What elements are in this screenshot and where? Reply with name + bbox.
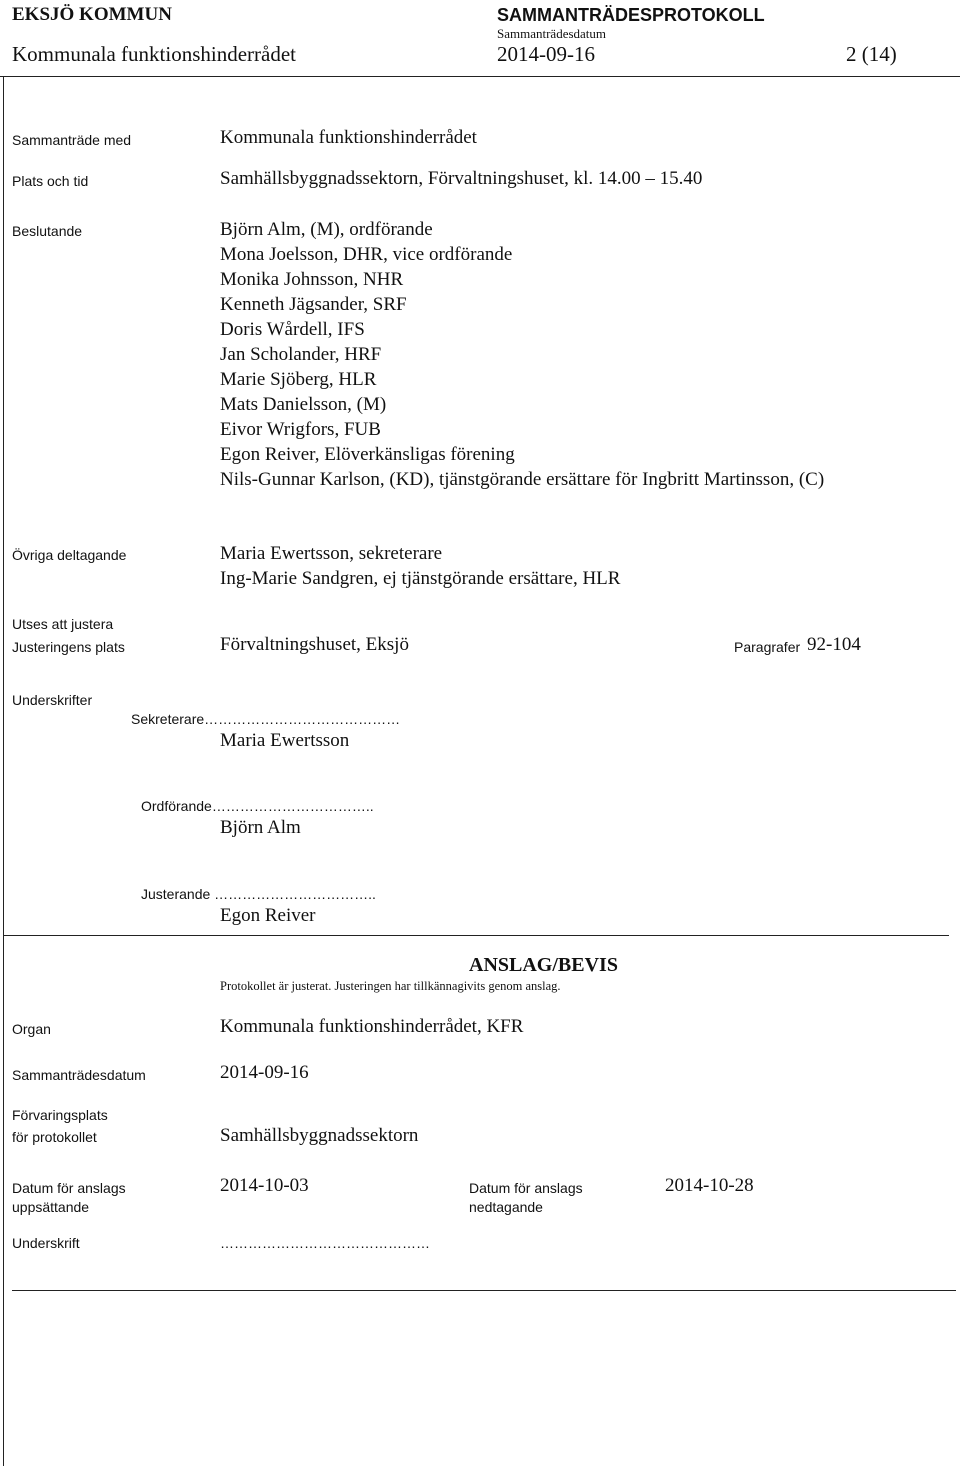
- header-date: 2014-09-16: [497, 42, 595, 66]
- storage-value: Samhällsbyggnadssektorn: [220, 1125, 419, 1146]
- deciding-member: Kenneth Jägsander, SRF: [220, 294, 407, 315]
- removed-label-1: Datum för anslags: [469, 1180, 583, 1196]
- header-rule: [0, 76, 960, 77]
- organ-label: Organ: [12, 1021, 51, 1037]
- notice-subtitle: Protokollet är justerat. Justeringen har tillkännagivits genom anslag.: [220, 979, 561, 993]
- organ-value: Kommunala funktionshinderrådet, KFR: [220, 1016, 524, 1037]
- municipality-name: EKSJÖ KOMMUN: [12, 4, 172, 25]
- adjuster-name: Egon Reiver: [220, 905, 316, 926]
- deciding-member: Marie Sjöberg, HLR: [220, 369, 377, 390]
- storage-label-2: för protokollet: [12, 1129, 97, 1145]
- others-label: Övriga deltagande: [12, 547, 127, 563]
- place-time-label: Plats och tid: [12, 173, 89, 189]
- notice-title: ANSLAG/BEVIS: [469, 954, 618, 976]
- chair-name: Björn Alm: [220, 817, 301, 838]
- deciding-member: Nils-Gunnar Karlson, (KD), tjänstgörande ersättare för Ingbritt Martinsson, (C): [220, 469, 825, 490]
- notice-separator: [3, 935, 949, 936]
- bottom-rule: [12, 1290, 956, 1291]
- deciding-member: Björn Alm, (M), ordförande: [220, 219, 433, 240]
- deciding-member: Jan Scholander, HRF: [220, 344, 382, 365]
- deciding-list: [220, 217, 824, 492]
- deciding-member: Egon Reiver, Elöverkänsligas förening: [220, 444, 515, 465]
- adjuster-signature-line: Justerande ……………………………..: [141, 886, 376, 902]
- meeting-with-value: Kommunala funktionshinderrådet: [220, 127, 477, 148]
- adjust-place-value: Förvaltningshuset, Eksjö: [220, 634, 409, 655]
- meeting-date-value: 2014-09-16: [220, 1062, 309, 1083]
- others-list: [220, 541, 620, 591]
- adjuster-label: Utses att justera: [12, 616, 114, 632]
- posted-date: 2014-10-03: [220, 1175, 309, 1196]
- adjust-place-label: Justeringens plats: [12, 639, 125, 655]
- secretary-signature-line: Sekreterare……………………………………: [131, 711, 401, 727]
- posted-label-1: Datum för anslags: [12, 1180, 126, 1196]
- meeting-date-label: Sammanträdesdatum: [12, 1067, 146, 1083]
- deciding-member: Eivor Wrigfors, FUB: [220, 419, 381, 440]
- signatures-label: Underskrifter: [12, 692, 93, 708]
- document-type: SAMMANTRÄDESPROTOKOLL: [497, 5, 765, 25]
- secretary-name: Maria Ewertsson: [220, 730, 350, 751]
- storage-label-1: Förvaringsplats: [12, 1107, 108, 1123]
- signature-line: ………………………………………: [220, 1235, 430, 1251]
- signature-label: Underskrift: [12, 1235, 80, 1251]
- deciding-member: Mats Danielsson, (M): [220, 394, 387, 415]
- removed-label-2: nedtagande: [469, 1199, 543, 1215]
- deciding-member: Monika Johnsson, NHR: [220, 269, 404, 290]
- date-caption: Sammanträdesdatum: [497, 26, 607, 41]
- other-participant: Maria Ewertsson, sekreterare: [220, 543, 443, 564]
- removed-date: 2014-10-28: [665, 1175, 754, 1196]
- left-border: [3, 76, 4, 1466]
- deciding-member: Doris Wårdell, IFS: [220, 319, 365, 340]
- deciding-label: Beslutande: [12, 223, 83, 239]
- chair-signature-line: Ordförande……………………………..: [141, 798, 374, 814]
- posted-label-2: uppsättande: [12, 1199, 90, 1215]
- page-number: 2 (14): [846, 42, 897, 66]
- deciding-member: Mona Joelsson, DHR, vice ordförande: [220, 244, 513, 265]
- meeting-with-label: Sammanträde med: [12, 132, 132, 148]
- paragraphs-value: 92-104: [807, 634, 861, 655]
- header-body: Kommunala funktionshinderrådet: [12, 42, 297, 66]
- place-time-value: Samhällsbyggnadssektorn, Förvaltningshuset, kl. 14.00 – 15.40: [220, 168, 703, 189]
- other-participant: Ing-Marie Sandgren, ej tjänstgörande ersättare, HLR: [220, 568, 621, 589]
- paragraphs-label: Paragrafer: [734, 639, 801, 655]
